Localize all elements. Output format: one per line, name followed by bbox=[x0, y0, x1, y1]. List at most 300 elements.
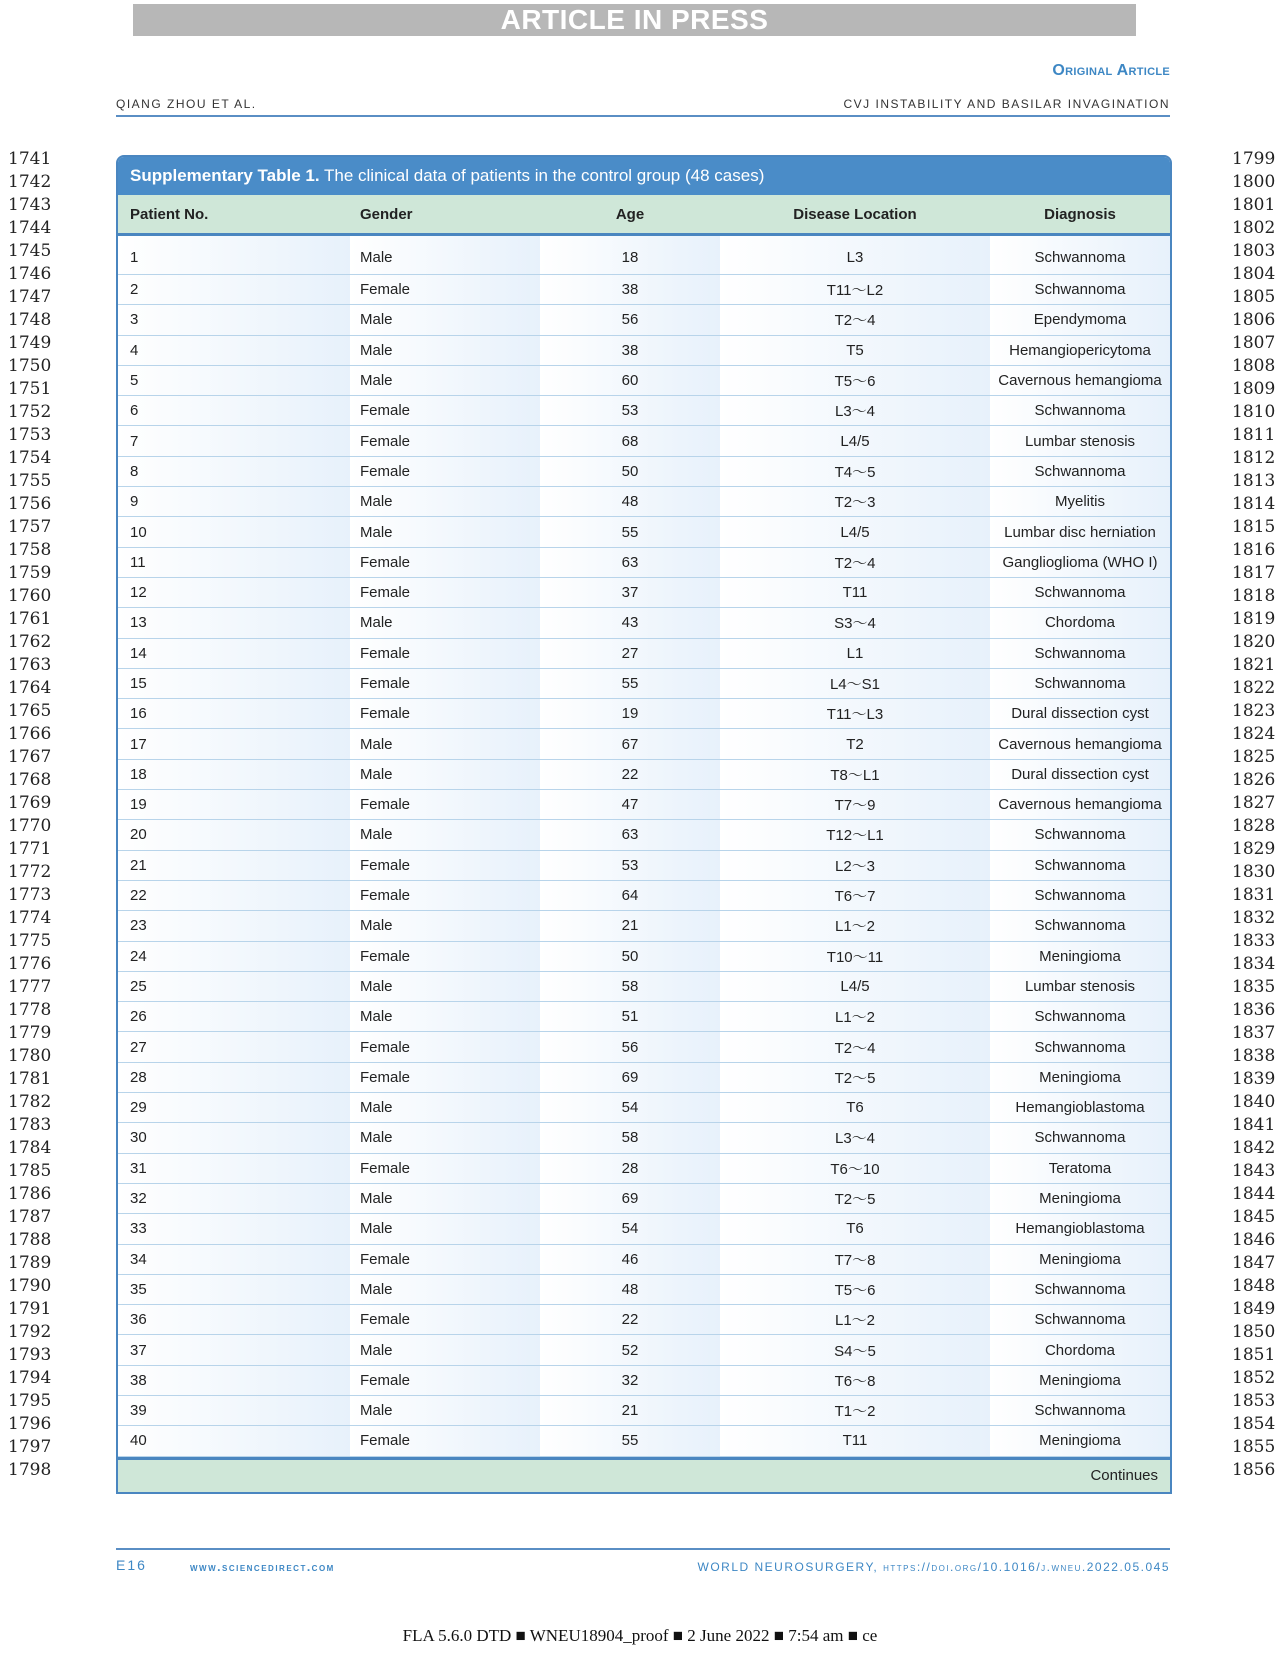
disease-location-cell: T7～8 bbox=[720, 1244, 990, 1274]
gender-cell: Male bbox=[350, 911, 540, 941]
table-row bbox=[118, 1123, 1170, 1153]
line-number: 1779 bbox=[8, 1023, 52, 1043]
gender-cell: Female bbox=[350, 547, 540, 577]
table-row bbox=[118, 456, 1170, 486]
disease-location-cell: S4～5 bbox=[720, 1335, 990, 1365]
line-number: 1839 bbox=[1232, 1069, 1276, 1089]
disease-location-cell: L4/5 bbox=[720, 426, 990, 456]
line-number: 1807 bbox=[1232, 333, 1276, 353]
running-head-authors: QIANG ZHOU ET AL. bbox=[116, 97, 257, 111]
patient-no-cell: 35 bbox=[118, 1274, 350, 1304]
column-header-disease-location: Disease Location bbox=[720, 195, 990, 235]
line-number: 1796 bbox=[8, 1414, 52, 1434]
age-cell: 63 bbox=[540, 547, 720, 577]
gender-cell: Female bbox=[350, 1426, 540, 1456]
line-numbers-right bbox=[1232, 148, 1275, 1482]
line-number: 1805 bbox=[1232, 287, 1276, 307]
table-row bbox=[118, 1214, 1170, 1244]
patient-no-cell: 3 bbox=[118, 305, 350, 335]
age-cell: 48 bbox=[540, 1274, 720, 1304]
gender-cell: Male bbox=[350, 1123, 540, 1153]
line-number: 1799 bbox=[1232, 149, 1276, 169]
age-cell: 52 bbox=[540, 1335, 720, 1365]
line-number: 1802 bbox=[1232, 218, 1276, 238]
age-cell: 47 bbox=[540, 790, 720, 820]
line-number: 1847 bbox=[1232, 1253, 1276, 1273]
line-number: 1810 bbox=[1232, 402, 1276, 422]
table-row bbox=[118, 1365, 1170, 1395]
table-caption-text: The clinical data of patients in the control group (48 cases) bbox=[319, 166, 765, 185]
line-number: 1758 bbox=[8, 540, 52, 560]
site-link[interactable]: www.sciencedirect.com bbox=[190, 1560, 335, 1574]
patient-no-cell: 15 bbox=[118, 668, 350, 698]
age-cell: 50 bbox=[540, 456, 720, 486]
disease-location-cell: L3～4 bbox=[720, 396, 990, 426]
gender-cell: Male bbox=[350, 305, 540, 335]
table-continues: Continues bbox=[118, 1457, 1170, 1492]
table-row bbox=[118, 396, 1170, 426]
diagnosis-cell: Myelitis bbox=[990, 487, 1170, 517]
diagnosis-cell: Lumbar stenosis bbox=[990, 426, 1170, 456]
diagnosis-cell: Meningioma bbox=[990, 1062, 1170, 1092]
gender-cell: Female bbox=[350, 941, 540, 971]
age-cell: 55 bbox=[540, 668, 720, 698]
diagnosis-cell: Cavernous hemangioma bbox=[990, 365, 1170, 395]
diagnosis-cell: Ganglioglioma (WHO I) bbox=[990, 547, 1170, 577]
disease-location-cell: L3 bbox=[720, 235, 990, 275]
gender-cell: Female bbox=[350, 396, 540, 426]
age-cell: 67 bbox=[540, 729, 720, 759]
line-number: 1792 bbox=[8, 1322, 52, 1342]
gender-cell: Female bbox=[350, 1244, 540, 1274]
table-row bbox=[118, 1244, 1170, 1274]
line-number: 1754 bbox=[8, 448, 52, 468]
line-number: 1797 bbox=[8, 1437, 52, 1457]
line-number: 1794 bbox=[8, 1368, 52, 1388]
patient-no-cell: 10 bbox=[118, 517, 350, 547]
patient-no-cell: 39 bbox=[118, 1395, 350, 1425]
age-cell: 38 bbox=[540, 335, 720, 365]
diagnosis-cell: Schwannoma bbox=[990, 275, 1170, 305]
table-row bbox=[118, 608, 1170, 638]
gender-cell: Male bbox=[350, 487, 540, 517]
diagnosis-cell: Schwannoma bbox=[990, 911, 1170, 941]
line-number: 1844 bbox=[1232, 1184, 1276, 1204]
line-number: 1765 bbox=[8, 701, 52, 721]
disease-location-cell: L1～2 bbox=[720, 1002, 990, 1032]
table-body bbox=[118, 235, 1170, 1457]
diagnosis-cell: Cavernous hemangioma bbox=[990, 790, 1170, 820]
disease-location-cell: T11～L2 bbox=[720, 275, 990, 305]
gender-cell: Female bbox=[350, 638, 540, 668]
diagnosis-cell: Schwannoma bbox=[990, 1305, 1170, 1335]
diagnosis-cell: Hemangioblastoma bbox=[990, 1093, 1170, 1123]
age-cell: 53 bbox=[540, 850, 720, 880]
patient-no-cell: 25 bbox=[118, 971, 350, 1001]
line-number: 1850 bbox=[1232, 1322, 1276, 1342]
line-number: 1804 bbox=[1232, 264, 1276, 284]
patient-no-cell: 6 bbox=[118, 396, 350, 426]
line-number: 1767 bbox=[8, 747, 52, 767]
patient-no-cell: 17 bbox=[118, 729, 350, 759]
age-cell: 55 bbox=[540, 517, 720, 547]
line-number: 1817 bbox=[1232, 563, 1276, 583]
line-number: 1836 bbox=[1232, 1000, 1276, 1020]
patient-no-cell: 40 bbox=[118, 1426, 350, 1456]
age-cell: 51 bbox=[540, 1002, 720, 1032]
line-number: 1849 bbox=[1232, 1299, 1276, 1319]
disease-location-cell: S3～4 bbox=[720, 608, 990, 638]
diagnosis-cell: Meningioma bbox=[990, 1244, 1170, 1274]
age-cell: 38 bbox=[540, 275, 720, 305]
article-in-press-banner: ARTICLE IN PRESS bbox=[133, 4, 1136, 36]
disease-location-cell: T11～L3 bbox=[720, 699, 990, 729]
table-row bbox=[118, 1002, 1170, 1032]
disease-location-cell: T11 bbox=[720, 1426, 990, 1456]
table-row bbox=[118, 790, 1170, 820]
gender-cell: Female bbox=[350, 275, 540, 305]
disease-location-cell: T2 bbox=[720, 729, 990, 759]
line-number: 1838 bbox=[1232, 1046, 1276, 1066]
running-head-title: CVJ INSTABILITY AND BASILAR INVAGINATION bbox=[843, 97, 1170, 111]
diagnosis-cell: Schwannoma bbox=[990, 235, 1170, 275]
patient-no-cell: 13 bbox=[118, 608, 350, 638]
patient-no-cell: 18 bbox=[118, 759, 350, 789]
disease-location-cell: L2～3 bbox=[720, 850, 990, 880]
table-row bbox=[118, 941, 1170, 971]
diagnosis-cell: Schwannoma bbox=[990, 396, 1170, 426]
line-number: 1777 bbox=[8, 977, 52, 997]
disease-location-cell: T6～7 bbox=[720, 880, 990, 910]
line-number: 1784 bbox=[8, 1138, 52, 1158]
gender-cell: Female bbox=[350, 668, 540, 698]
line-number: 1809 bbox=[1232, 379, 1276, 399]
line-number: 1856 bbox=[1232, 1460, 1276, 1480]
age-cell: 32 bbox=[540, 1365, 720, 1395]
gender-cell: Female bbox=[350, 880, 540, 910]
patient-no-cell: 31 bbox=[118, 1153, 350, 1183]
line-number: 1748 bbox=[8, 310, 52, 330]
age-cell: 53 bbox=[540, 396, 720, 426]
table-row bbox=[118, 547, 1170, 577]
diagnosis-cell: Schwannoma bbox=[990, 820, 1170, 850]
diagnosis-cell: Schwannoma bbox=[990, 638, 1170, 668]
line-number: 1750 bbox=[8, 356, 52, 376]
line-number: 1759 bbox=[8, 563, 52, 583]
line-number: 1752 bbox=[8, 402, 52, 422]
line-number: 1749 bbox=[8, 333, 52, 353]
line-number: 1781 bbox=[8, 1069, 52, 1089]
table-row bbox=[118, 971, 1170, 1001]
line-number: 1828 bbox=[1232, 816, 1276, 836]
age-cell: 22 bbox=[540, 759, 720, 789]
gender-cell: Female bbox=[350, 426, 540, 456]
patient-no-cell: 30 bbox=[118, 1123, 350, 1153]
line-number: 1822 bbox=[1232, 678, 1276, 698]
age-cell: 22 bbox=[540, 1305, 720, 1335]
disease-location-cell: T1～2 bbox=[720, 1395, 990, 1425]
line-number: 1852 bbox=[1232, 1368, 1276, 1388]
patient-no-cell: 2 bbox=[118, 275, 350, 305]
line-number: 1791 bbox=[8, 1299, 52, 1319]
line-number: 1766 bbox=[8, 724, 52, 744]
gender-cell: Male bbox=[350, 335, 540, 365]
table-row bbox=[118, 759, 1170, 789]
age-cell: 69 bbox=[540, 1183, 720, 1213]
line-number: 1854 bbox=[1232, 1414, 1276, 1434]
line-number: 1800 bbox=[1232, 172, 1276, 192]
line-number: 1744 bbox=[8, 218, 52, 238]
line-number: 1806 bbox=[1232, 310, 1276, 330]
diagnosis-cell: Schwannoma bbox=[990, 850, 1170, 880]
gender-cell: Female bbox=[350, 699, 540, 729]
gender-cell: Female bbox=[350, 1305, 540, 1335]
table-row bbox=[118, 1426, 1170, 1456]
data-table bbox=[118, 195, 1170, 1457]
line-number: 1789 bbox=[8, 1253, 52, 1273]
patient-no-cell: 23 bbox=[118, 911, 350, 941]
gender-cell: Female bbox=[350, 1062, 540, 1092]
line-number: 1841 bbox=[1232, 1115, 1276, 1135]
age-cell: 21 bbox=[540, 911, 720, 941]
disease-location-cell: T4～5 bbox=[720, 456, 990, 486]
line-number: 1742 bbox=[8, 172, 52, 192]
age-cell: 55 bbox=[540, 1426, 720, 1456]
line-number: 1756 bbox=[8, 494, 52, 514]
line-number: 1835 bbox=[1232, 977, 1276, 997]
disease-location-cell: T6～10 bbox=[720, 1153, 990, 1183]
table-row bbox=[118, 911, 1170, 941]
line-number: 1815 bbox=[1232, 517, 1276, 537]
disease-location-cell: L1～2 bbox=[720, 1305, 990, 1335]
patient-no-cell: 4 bbox=[118, 335, 350, 365]
diagnosis-cell: Schwannoma bbox=[990, 1274, 1170, 1304]
line-number: 1746 bbox=[8, 264, 52, 284]
patient-no-cell: 27 bbox=[118, 1032, 350, 1062]
patient-no-cell: 8 bbox=[118, 456, 350, 486]
line-number: 1808 bbox=[1232, 356, 1276, 376]
line-number: 1830 bbox=[1232, 862, 1276, 882]
table-row bbox=[118, 820, 1170, 850]
line-number: 1851 bbox=[1232, 1345, 1276, 1365]
line-number: 1743 bbox=[8, 195, 52, 215]
diagnosis-cell: Hemangioblastoma bbox=[990, 1214, 1170, 1244]
patient-no-cell: 12 bbox=[118, 577, 350, 607]
patient-no-cell: 16 bbox=[118, 699, 350, 729]
patient-no-cell: 20 bbox=[118, 820, 350, 850]
disease-location-cell: T10～11 bbox=[720, 941, 990, 971]
line-number: 1773 bbox=[8, 885, 52, 905]
line-number: 1790 bbox=[8, 1276, 52, 1296]
patient-no-cell: 26 bbox=[118, 1002, 350, 1032]
age-cell: 28 bbox=[540, 1153, 720, 1183]
supplementary-table bbox=[116, 155, 1172, 1494]
patient-no-cell: 32 bbox=[118, 1183, 350, 1213]
disease-location-cell: T12～L1 bbox=[720, 820, 990, 850]
diagnosis-cell: Meningioma bbox=[990, 1183, 1170, 1213]
line-number: 1801 bbox=[1232, 195, 1276, 215]
line-number: 1741 bbox=[8, 149, 52, 169]
disease-location-cell: T6～8 bbox=[720, 1365, 990, 1395]
line-number: 1803 bbox=[1232, 241, 1276, 261]
line-number: 1793 bbox=[8, 1345, 52, 1365]
patient-no-cell: 5 bbox=[118, 365, 350, 395]
line-number: 1825 bbox=[1232, 747, 1276, 767]
age-cell: 58 bbox=[540, 1123, 720, 1153]
line-number: 1783 bbox=[8, 1115, 52, 1135]
line-number: 1782 bbox=[8, 1092, 52, 1112]
patient-no-cell: 36 bbox=[118, 1305, 350, 1335]
disease-location-cell: T5 bbox=[720, 335, 990, 365]
disease-location-cell: T2～4 bbox=[720, 547, 990, 577]
patient-no-cell: 14 bbox=[118, 638, 350, 668]
diagnosis-cell: Lumbar stenosis bbox=[990, 971, 1170, 1001]
disease-location-cell: L1 bbox=[720, 638, 990, 668]
table-row bbox=[118, 1062, 1170, 1092]
age-cell: 27 bbox=[540, 638, 720, 668]
line-number: 1813 bbox=[1232, 471, 1276, 491]
diagnosis-cell: Schwannoma bbox=[990, 1002, 1170, 1032]
patient-no-cell: 11 bbox=[118, 547, 350, 577]
line-number: 1768 bbox=[8, 770, 52, 790]
diagnosis-cell: Schwannoma bbox=[990, 1032, 1170, 1062]
line-number: 1798 bbox=[8, 1460, 52, 1480]
diagnosis-cell: Meningioma bbox=[990, 941, 1170, 971]
disease-location-cell: T8～L1 bbox=[720, 759, 990, 789]
line-number: 1832 bbox=[1232, 908, 1276, 928]
gender-cell: Male bbox=[350, 820, 540, 850]
proof-info: FLA 5.6.0 DTD ■ WNEU18904_proof ■ 2 June 2022 ■ 7:54 am ■ ce bbox=[402, 1626, 878, 1645]
line-number: 1816 bbox=[1232, 540, 1276, 560]
footer-rule bbox=[116, 1548, 1170, 1550]
line-number: 1764 bbox=[8, 678, 52, 698]
line-number: 1821 bbox=[1232, 655, 1276, 675]
line-number: 1848 bbox=[1232, 1276, 1276, 1296]
line-number: 1770 bbox=[8, 816, 52, 836]
diagnosis-cell: Meningioma bbox=[990, 1426, 1170, 1456]
line-number: 1775 bbox=[8, 931, 52, 951]
table-row bbox=[118, 1153, 1170, 1183]
disease-location-cell: L1～2 bbox=[720, 911, 990, 941]
age-cell: 18 bbox=[540, 235, 720, 275]
line-numbers-left bbox=[8, 148, 51, 1482]
disease-location-cell: T6 bbox=[720, 1214, 990, 1244]
diagnosis-cell: Hemangiopericytoma bbox=[990, 335, 1170, 365]
table-row bbox=[118, 1305, 1170, 1335]
line-number: 1774 bbox=[8, 908, 52, 928]
line-number: 1845 bbox=[1232, 1207, 1276, 1227]
line-number: 1745 bbox=[8, 241, 52, 261]
diagnosis-cell: Schwannoma bbox=[990, 1123, 1170, 1153]
column-header-patient-no: Patient No. bbox=[118, 195, 350, 235]
gender-cell: Female bbox=[350, 850, 540, 880]
line-number: 1776 bbox=[8, 954, 52, 974]
line-number: 1853 bbox=[1232, 1391, 1276, 1411]
line-number: 1842 bbox=[1232, 1138, 1276, 1158]
diagnosis-cell: Dural dissection cyst bbox=[990, 759, 1170, 789]
line-number: 1823 bbox=[1232, 701, 1276, 721]
gender-cell: Male bbox=[350, 235, 540, 275]
line-number: 1757 bbox=[8, 517, 52, 537]
table-row bbox=[118, 850, 1170, 880]
table-row bbox=[118, 668, 1170, 698]
line-number: 1787 bbox=[8, 1207, 52, 1227]
disease-location-cell: L3～4 bbox=[720, 1123, 990, 1153]
age-cell: 37 bbox=[540, 577, 720, 607]
diagnosis-cell: Ependymoma bbox=[990, 305, 1170, 335]
age-cell: 56 bbox=[540, 1032, 720, 1062]
disease-location-cell: T2～3 bbox=[720, 487, 990, 517]
line-number: 1772 bbox=[8, 862, 52, 882]
diagnosis-cell: Schwannoma bbox=[990, 577, 1170, 607]
column-header-gender: Gender bbox=[350, 195, 540, 235]
line-number: 1846 bbox=[1232, 1230, 1276, 1250]
gender-cell: Female bbox=[350, 1032, 540, 1062]
table-row bbox=[118, 305, 1170, 335]
line-number: 1786 bbox=[8, 1184, 52, 1204]
line-number: 1837 bbox=[1232, 1023, 1276, 1043]
line-number: 1811 bbox=[1232, 425, 1276, 445]
table-row bbox=[118, 1032, 1170, 1062]
line-number: 1763 bbox=[8, 655, 52, 675]
disease-location-cell: T2～4 bbox=[720, 1032, 990, 1062]
line-number: 1827 bbox=[1232, 793, 1276, 813]
line-number: 1778 bbox=[8, 1000, 52, 1020]
diagnosis-cell: Teratoma bbox=[990, 1153, 1170, 1183]
diagnosis-cell: Schwannoma bbox=[990, 880, 1170, 910]
table-row bbox=[118, 426, 1170, 456]
gender-cell: Male bbox=[350, 1335, 540, 1365]
journal-doi[interactable]: WORLD NEUROSURGERY, https://doi.org/10.1016/j.wneu.2022.05.045 bbox=[697, 1560, 1170, 1574]
diagnosis-cell: Chordoma bbox=[990, 608, 1170, 638]
gender-cell: Male bbox=[350, 1002, 540, 1032]
diagnosis-cell: Schwannoma bbox=[990, 1395, 1170, 1425]
patient-no-cell: 7 bbox=[118, 426, 350, 456]
gender-cell: Male bbox=[350, 1183, 540, 1213]
age-cell: 19 bbox=[540, 699, 720, 729]
gender-cell: Male bbox=[350, 1214, 540, 1244]
disease-location-cell: T5～6 bbox=[720, 365, 990, 395]
table-row bbox=[118, 1395, 1170, 1425]
table-row bbox=[118, 699, 1170, 729]
table-row bbox=[118, 487, 1170, 517]
line-number: 1771 bbox=[8, 839, 52, 859]
age-cell: 50 bbox=[540, 941, 720, 971]
age-cell: 54 bbox=[540, 1093, 720, 1123]
line-number: 1747 bbox=[8, 287, 52, 307]
section-label: Original Article bbox=[1052, 62, 1170, 79]
disease-location-cell: T2～4 bbox=[720, 305, 990, 335]
column-header-age: Age bbox=[540, 195, 720, 235]
patient-no-cell: 21 bbox=[118, 850, 350, 880]
line-number: 1824 bbox=[1232, 724, 1276, 744]
line-number: 1755 bbox=[8, 471, 52, 491]
gender-cell: Male bbox=[350, 608, 540, 638]
line-number: 1831 bbox=[1232, 885, 1276, 905]
gender-cell: Female bbox=[350, 577, 540, 607]
patient-no-cell: 24 bbox=[118, 941, 350, 971]
table-row bbox=[118, 729, 1170, 759]
line-number: 1761 bbox=[8, 609, 52, 629]
table-row bbox=[118, 577, 1170, 607]
patient-no-cell: 34 bbox=[118, 1244, 350, 1274]
diagnosis-cell: Schwannoma bbox=[990, 456, 1170, 486]
diagnosis-cell: Schwannoma bbox=[990, 668, 1170, 698]
gender-cell: Male bbox=[350, 1395, 540, 1425]
table-row bbox=[118, 880, 1170, 910]
patient-no-cell: 33 bbox=[118, 1214, 350, 1244]
line-number: 1814 bbox=[1232, 494, 1276, 514]
